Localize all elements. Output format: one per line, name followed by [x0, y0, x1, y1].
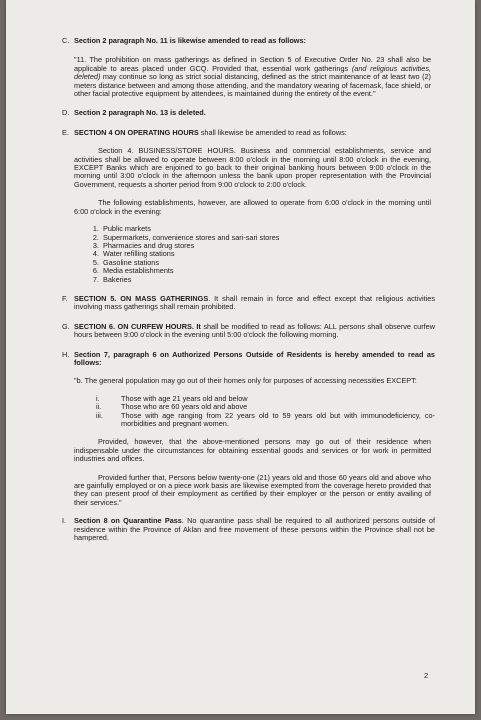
- section-f-text: . It shall remain in force and effect except that religious activities involving mass gatherings shall remain prohibited.: [74, 293, 436, 312]
- section-g-body: [74, 323, 435, 340]
- page-number: 2: [424, 671, 429, 680]
- exception-list: [62, 395, 435, 429]
- list-item-text: Those with age 21 years old and below: [121, 393, 248, 403]
- list-item: 5. Gasoline stations: [101, 259, 435, 267]
- section-i-letter: I.: [62, 516, 67, 526]
- list-item: 4. Water refilling stations: [101, 250, 435, 258]
- section-h: [62, 351, 435, 368]
- section-e-letter: E.: [62, 127, 69, 137]
- section-h-intro: "b. The general population may go out of their homes only for purposes of accessing necessities EXCEPT:: [74, 376, 417, 386]
- section-e-heading-rest: shall likewise be amended to read as follows:: [198, 127, 347, 137]
- section-i: [62, 517, 435, 542]
- section-d-letter: D.: [62, 108, 70, 118]
- section-d-heading: Section 2 paragraph No. 13 is deleted.: [74, 108, 206, 118]
- list-item-text: Those with age ranging from 22 years old to 59 years old but with immunodeficiency, co-morbidities and pregnant women.: [121, 410, 435, 428]
- list-item: 1. Public markets: [101, 225, 435, 233]
- section-e-establishments-intro: The following establishments, however, are allowed to operate from 6:00 o'clock in the morning until 6:00 o'clock in the evening:: [74, 198, 431, 216]
- section-c-quote-italic: (and religious activities, deleted): [74, 63, 432, 82]
- list-item: 7. Bakeries: [101, 276, 435, 284]
- section-d: [62, 109, 435, 117]
- section-e-heading-line: [74, 129, 435, 137]
- establishment-list: [62, 225, 435, 284]
- list-item: 6. Media establishments: [101, 267, 435, 275]
- list-item: 3. Pharmacies and drug stores: [101, 242, 435, 250]
- section-h-heading: Section 7, paragraph 6 on Authorized Persons Outside of Residents is hereby amended to read as follows:: [74, 349, 435, 367]
- section-i-body: [74, 517, 435, 542]
- list-item-text: Those who are 60 years old and above: [121, 402, 248, 412]
- section-i-text: . No quarantine pass shall be required to all authorized persons outside of residence within the Province of Aklan and free movement of these persons within the Province shall not be hampered.: [74, 516, 436, 543]
- section-e-heading: SECTION 4 ON OPERATING HOURS: [74, 127, 199, 137]
- section-h-letter: H.: [62, 349, 70, 359]
- section-e-business-hours: Section 4. BUSINESS/STORE HOURS. Business and commercial establishments, service and activities shall be allowed to operate between 8:00 o'clock in the morning until 8:00 o'clock in the evening, EXCEPT Banks which are enjoined to go back to their original banking hours between 9:00 o'clock in the morning until 3:00 o'clock in the afternoon unless the bank upon proper representation with the Provincial Government, requests a shorter period from 9:00 o'clock to 2:00 o'clock.: [74, 146, 431, 189]
- section-h-provided-further: Provided further that, Persons below twenty-one (21) years old and those 60 years old and above who are gainfully employed or on a piece work basis are likewise exempted from the coverage hereto provided that they can present proof of their employment as certified by their employer or the person or entity availing of their services.": [74, 472, 431, 507]
- section-c-quote-part1: "11. The prohibition on mass gatherings as defined in Section 5 of Executive Order No. 23 shall also be applicable to areas placed under GCQ. Provided that, essential work gatherings: [74, 55, 431, 73]
- section-i-heading: Section 8 on Quarantine Pass: [74, 516, 182, 526]
- section-c-quote: [62, 56, 435, 98]
- section-g: [62, 323, 435, 340]
- list-item-number: i.: [96, 393, 100, 403]
- section-c-letter: C.: [62, 36, 70, 45]
- document-body: [62, 37, 435, 542]
- list-item-number: ii.: [96, 402, 102, 412]
- section-g-letter: G.: [62, 321, 70, 331]
- section-f-letter: F.: [62, 293, 68, 303]
- section-f: [62, 295, 435, 312]
- section-c-quote-part2: may continue so long as strict social distancing, defined as the strict maintenance of at least two (2) meters distance between and among those attending, and the mandatory wearing of facemask, face shield, or other facial protective equipment by attendees, is maintained during the entirety of the event.": [74, 72, 431, 99]
- list-item-number: iii.: [96, 410, 103, 420]
- document-page: [6, 0, 475, 714]
- section-h-provided: Provided, however, that the above-mentioned persons may go out of their residence when indispensable under the circumstances for obtaining essential goods and services or for work in permitted industries and offices.: [74, 437, 431, 464]
- list-item: 2. Supermarkets, convenience stores and sari-sari stores: [101, 234, 435, 242]
- list-item: [62, 395, 435, 403]
- section-g-heading: SECTION 6. ON CURFEW HOURS. It: [74, 321, 201, 331]
- list-item: [62, 412, 435, 429]
- section-c-heading: Section 2 paragraph No. 11 is likewise amended to read as follows:: [74, 36, 306, 45]
- section-e: [62, 129, 435, 137]
- section-g-text: shall be modified to read as follows: ALL persons shall observe curfew hours between 9:00 o'clock in the evening until 5:00 o'clock the following morning.: [74, 321, 435, 340]
- section-c: [62, 37, 435, 45]
- section-f-heading: SECTION 5. ON MASS GATHERINGS: [74, 293, 209, 303]
- section-f-body: [74, 295, 435, 312]
